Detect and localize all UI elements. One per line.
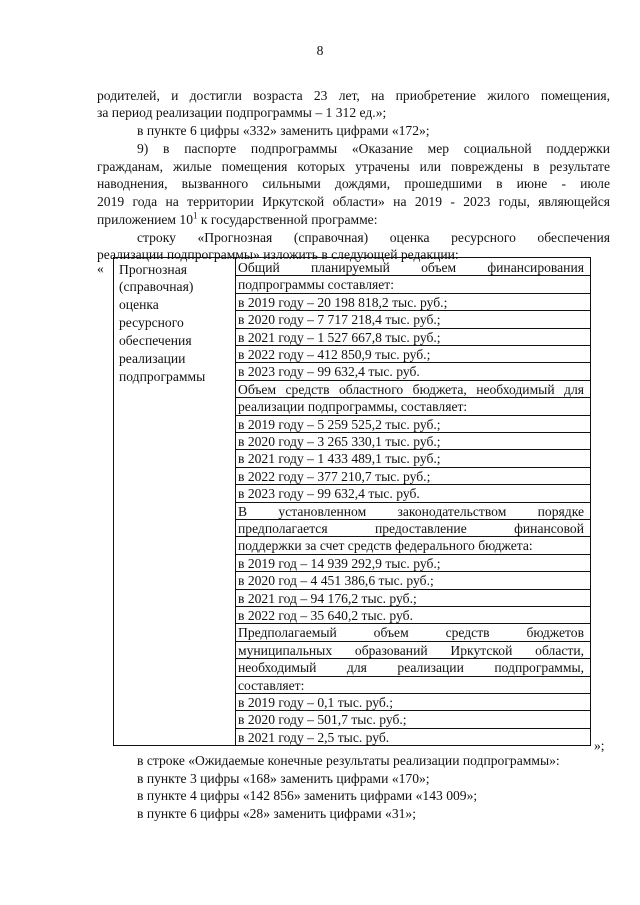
left-cell-line: обеспечения bbox=[119, 333, 192, 348]
row-divider bbox=[235, 676, 590, 677]
row-divider bbox=[235, 589, 590, 590]
row-divider bbox=[235, 623, 590, 624]
right-cell-line: необходимый для реализации подпрограммы, bbox=[238, 660, 584, 676]
right-cell-line: в 2022 году – 377 210,7 тыс. руб.; bbox=[238, 468, 431, 484]
row-divider bbox=[235, 345, 590, 346]
superscript: 1 bbox=[193, 210, 198, 221]
row-divider bbox=[235, 275, 590, 276]
right-cell-line: Общий планируемый объем финансирования bbox=[238, 260, 584, 275]
left-cell-line: реализации bbox=[119, 351, 186, 366]
row-divider bbox=[235, 519, 590, 520]
row-divider bbox=[235, 571, 590, 572]
right-cell-line: в 2020 год – 4 451 386,6 тыс. руб.; bbox=[238, 573, 434, 589]
right-cell-line: в 2022 год – 35 640,2 тыс. руб. bbox=[238, 608, 413, 623]
right-cell-line: в 2021 году – 2,5 тыс. руб. bbox=[238, 729, 390, 745]
row-divider bbox=[235, 449, 590, 450]
right-cell-line: составляет: bbox=[238, 677, 305, 693]
right-cell-line: Объем средств областного бюджета, необходимый для bbox=[238, 381, 584, 397]
right-cell-line: предполагается предоставление финансовой bbox=[238, 521, 584, 536]
right-cell-line: в 2021 году – 1 433 489,1 тыс. руб.; bbox=[238, 451, 441, 467]
paragraph-line: строку «Прогнозная (справочная) оценка ресурсного обеспечения bbox=[137, 230, 610, 245]
right-cell-line: в 2020 году – 7 717 218,4 тыс. руб.; bbox=[238, 312, 441, 328]
left-cell-line: Прогнозная bbox=[119, 262, 187, 277]
paragraph-line: родителей, и достигли возраста 23 лет, на приобретение жилого помещения, bbox=[97, 88, 610, 103]
close-quote: »; bbox=[594, 738, 605, 753]
row-divider bbox=[235, 362, 590, 363]
right-cell-line: в 2022 году – 412 850,9 тыс. руб.; bbox=[238, 347, 431, 362]
paragraph-line bbox=[97, 211, 610, 228]
paragraph-line: в строке «Ожидаемые конечные результаты реализации подпрограммы»: bbox=[137, 753, 560, 768]
paragraph-line: 2019 года на территории Иркутской области» на 2019 - 2023 годы, являющейся bbox=[97, 194, 610, 209]
paragraph-line: реализации подпрограммы» изложить в следующей редакции: bbox=[97, 247, 459, 262]
row-divider bbox=[235, 397, 590, 398]
paragraph-line: 9) в паспорте подпрограммы «Оказание мер социальной поддержки bbox=[137, 141, 610, 156]
row-divider bbox=[235, 606, 590, 607]
right-cell-line: В установленном законодательством порядке bbox=[238, 503, 584, 519]
row-divider bbox=[235, 415, 590, 416]
row-divider bbox=[235, 484, 590, 485]
right-cell-line: в 2021 году – 1 527 667,8 тыс. руб.; bbox=[238, 329, 441, 345]
row-divider bbox=[235, 536, 590, 537]
right-cell-line: в 2021 год – 94 176,2 тыс. руб.; bbox=[238, 590, 417, 606]
row-divider bbox=[235, 467, 590, 468]
page-number: 8 bbox=[316, 43, 324, 58]
right-cell-line: поддержки за счет средств федерального бюджета: bbox=[238, 538, 533, 554]
paragraph-line: в пункте 6 цифры «28» заменить цифрами «31»; bbox=[137, 806, 416, 821]
paragraph-line: гражданам, жилые помещения которых утрачены или повреждены в результате bbox=[97, 159, 610, 174]
row-divider bbox=[235, 328, 590, 329]
left-cell-line: ресурсного bbox=[119, 315, 184, 330]
left-cell-line: подпрограммы bbox=[119, 369, 206, 384]
row-divider bbox=[235, 554, 590, 555]
row-divider bbox=[235, 710, 590, 711]
right-cell-line: муниципальных образований Иркутской области, bbox=[238, 642, 584, 658]
right-cell-line: в 2019 году – 0,1 тыс. руб.; bbox=[238, 695, 393, 710]
table-right-cell bbox=[235, 257, 591, 746]
paragraph-line: в пункте 6 цифры «332» заменить цифрами «172»; bbox=[137, 123, 430, 138]
row-divider bbox=[235, 380, 590, 381]
row-divider bbox=[235, 432, 590, 433]
line-text: к государственной программе: bbox=[197, 212, 378, 227]
right-cell-line: в 2020 году – 501,7 тыс. руб.; bbox=[238, 712, 407, 728]
right-cell-line: в 2020 году – 3 265 330,1 тыс. руб.; bbox=[238, 434, 441, 449]
right-cell-line: в 2023 году – 99 632,4 тыс. руб. bbox=[238, 364, 420, 380]
left-cell-line: (справочная) bbox=[119, 279, 194, 294]
row-divider bbox=[235, 728, 590, 729]
right-cell-line: в 2019 году – 5 259 525,2 тыс. руб.; bbox=[238, 416, 441, 432]
table-bottom-border bbox=[113, 745, 591, 746]
paragraph-line: в пункте 3 цифры «168» заменить цифрами «170»; bbox=[137, 771, 430, 786]
right-cell-line: подпрограммы составляет: bbox=[238, 277, 394, 293]
open-quote: « bbox=[97, 261, 104, 276]
table-left-cell bbox=[113, 257, 236, 746]
paragraph-line: наводнения, вызванного сильными дождями, прошедшими в июне - июле bbox=[97, 176, 610, 191]
right-cell-line: в 2019 год – 14 939 292,9 тыс. руб.; bbox=[238, 555, 441, 571]
paragraph-line: за период реализации подпрограммы – 1 312 ед.»; bbox=[97, 105, 387, 120]
row-divider bbox=[235, 293, 590, 294]
resource-table bbox=[113, 257, 591, 745]
row-divider bbox=[235, 502, 590, 503]
row-divider bbox=[235, 693, 590, 694]
row-divider bbox=[235, 641, 590, 642]
paragraph-line: в пункте 4 цифры «142 856» заменить цифрами «143 009»; bbox=[137, 788, 478, 803]
right-cell-line: в 2019 году – 20 198 818,2 тыс. руб.; bbox=[238, 294, 448, 310]
left-cell-line: оценка bbox=[119, 297, 159, 312]
row-divider bbox=[235, 310, 590, 311]
right-cell-line: реализации подпрограммы, составляет: bbox=[238, 399, 468, 415]
line-text: приложением 10 bbox=[97, 212, 194, 227]
right-cell-line: в 2023 году – 99 632,4 тыс. руб. bbox=[238, 486, 420, 502]
row-divider bbox=[235, 658, 590, 659]
right-cell-line: Предполагаемый объем средств бюджетов bbox=[238, 625, 584, 641]
